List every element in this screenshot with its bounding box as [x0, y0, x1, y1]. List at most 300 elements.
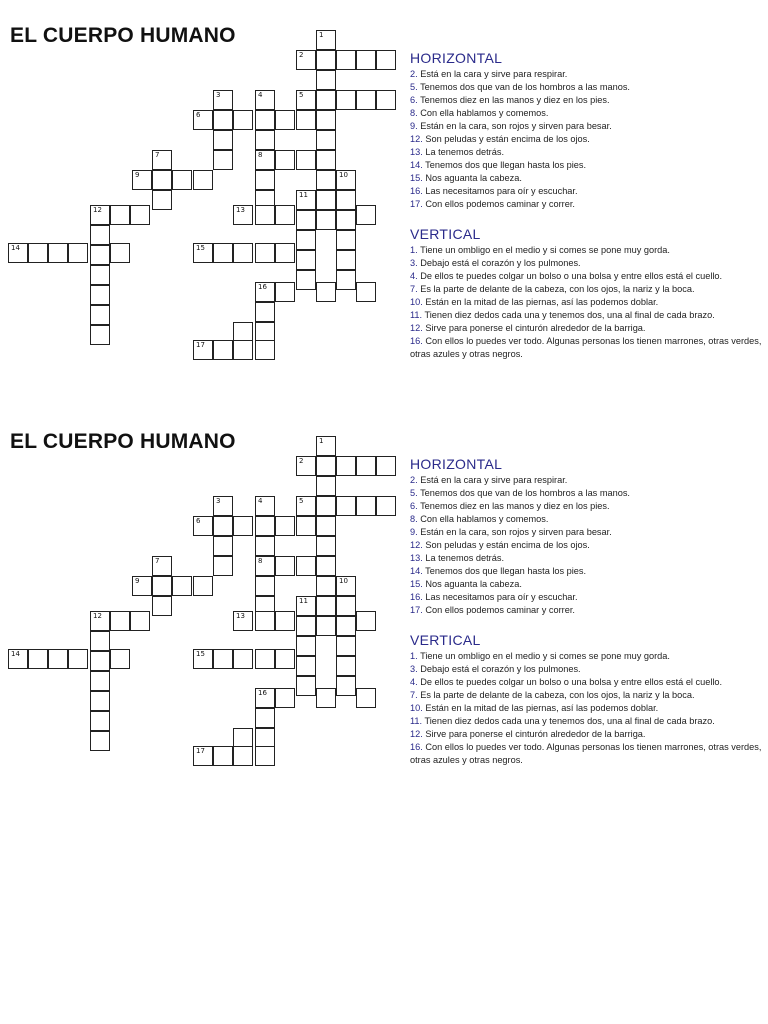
crossword-cell[interactable]: [356, 50, 376, 70]
vertical-clue: [410, 650, 766, 663]
crossword-cell[interactable]: [316, 210, 336, 230]
vertical-clues: [410, 650, 766, 767]
horizontal-clue: [410, 68, 766, 81]
crossword-cell[interactable]: [28, 243, 48, 263]
crossword-cell[interactable]: [296, 250, 316, 270]
crossword-sheet-1: [0, 0, 768, 405]
cell-number: 16: [258, 283, 267, 291]
crossword-cell[interactable]: [90, 225, 110, 245]
horizontal-clue: [410, 185, 766, 198]
crossword-cell[interactable]: [275, 688, 295, 708]
horizontal-clue: [410, 94, 766, 107]
cell-number: 12: [93, 206, 102, 214]
crossword-cell[interactable]: [336, 576, 356, 596]
crossword-cell[interactable]: [316, 456, 336, 476]
crossword-cell[interactable]: [90, 691, 110, 711]
crossword-cell[interactable]: [316, 70, 336, 90]
crossword-cell[interactable]: [316, 596, 336, 616]
cell-number: 4: [258, 91, 263, 99]
clue-list: [410, 48, 766, 361]
clue-number: 16.: [410, 336, 423, 346]
crossword-cell[interactable]: [255, 576, 275, 596]
crossword-cell[interactable]: [110, 611, 130, 631]
vertical-heading: VERTICAL: [410, 226, 481, 242]
cell-number: 11: [299, 191, 308, 199]
crossword-cell[interactable]: [110, 649, 130, 669]
clue-text: Nos aguanta la cabeza.: [425, 579, 522, 589]
crossword-cell[interactable]: [316, 30, 336, 50]
clue-number: 4.: [410, 677, 418, 687]
crossword-cell[interactable]: [316, 616, 336, 636]
clue-text: Debajo está el corazón y los pulmones.: [420, 664, 581, 674]
clue-number: 8.: [410, 514, 418, 524]
crossword-cell[interactable]: [275, 611, 295, 631]
horizontal-clue: [410, 565, 766, 578]
crossword-cell[interactable]: [255, 90, 275, 110]
crossword-cell[interactable]: [90, 245, 110, 265]
crossword-cell[interactable]: [356, 205, 376, 225]
clue-number: 7.: [410, 284, 418, 294]
crossword-cell[interactable]: [193, 243, 213, 263]
cell-number: 3: [216, 497, 221, 505]
crossword-cell[interactable]: [255, 205, 275, 225]
cell-number: 3: [216, 91, 221, 99]
clue-list: [410, 454, 766, 767]
crossword-cell[interactable]: [356, 456, 376, 476]
horizontal-clue: [410, 500, 766, 513]
crossword-cell[interactable]: [336, 210, 356, 230]
crossword-cell[interactable]: [296, 676, 316, 696]
vertical-clue: [410, 728, 766, 741]
crossword-cell[interactable]: [275, 110, 295, 130]
crossword-cell[interactable]: [275, 150, 295, 170]
cell-number: 7: [155, 557, 160, 565]
clue-number: 2.: [410, 69, 418, 79]
clue-number: 1.: [410, 651, 418, 661]
crossword-cell[interactable]: [90, 611, 110, 631]
crossword-cell[interactable]: [130, 611, 150, 631]
crossword-cell[interactable]: [233, 110, 253, 130]
clue-text: Sirve para ponerse el cinturón alrededor de la barriga.: [425, 729, 646, 739]
crossword-cell[interactable]: [213, 90, 233, 110]
crossword-cell[interactable]: [275, 649, 295, 669]
crossword-cell[interactable]: [255, 516, 275, 536]
crossword-cell[interactable]: [90, 285, 110, 305]
crossword-cell[interactable]: [296, 230, 316, 250]
cell-number: 10: [339, 171, 348, 179]
crossword-cell[interactable]: [213, 340, 233, 360]
horizontal-clue: [410, 198, 766, 211]
crossword-cell[interactable]: [152, 556, 172, 576]
crossword-cell[interactable]: [90, 325, 110, 345]
clue-text: Con ellos podemos caminar y correr.: [425, 605, 575, 615]
crossword-cell[interactable]: [336, 456, 356, 476]
crossword-cell[interactable]: [213, 516, 233, 536]
clue-text: Tenemos dos que van de los hombros a las manos.: [420, 488, 630, 498]
vertical-clue: [410, 676, 766, 689]
crossword-cell[interactable]: [316, 110, 336, 130]
crossword-cell[interactable]: [336, 50, 356, 70]
crossword-cell[interactable]: [255, 728, 275, 748]
crossword-cell[interactable]: [90, 205, 110, 225]
crossword-cell[interactable]: [193, 746, 213, 766]
crossword-cell[interactable]: [233, 205, 253, 225]
horizontal-clue: [410, 474, 766, 487]
crossword-cell[interactable]: [172, 576, 192, 596]
crossword-cell[interactable]: [336, 496, 356, 516]
clue-text: Está en la cara y sirve para respirar.: [420, 69, 568, 79]
cell-number: 14: [11, 650, 20, 658]
clue-number: 5.: [410, 488, 418, 498]
clue-number: 7.: [410, 690, 418, 700]
vertical-clue: [410, 309, 766, 322]
crossword-grid: [0, 0, 410, 380]
crossword-cell[interactable]: [90, 731, 110, 751]
crossword-cell[interactable]: [356, 282, 376, 302]
crossword-cell[interactable]: [316, 476, 336, 496]
crossword-cell[interactable]: [255, 708, 275, 728]
crossword-cell[interactable]: [316, 170, 336, 190]
crossword-cell[interactable]: [296, 516, 316, 536]
horizontal-clues: [410, 474, 766, 617]
crossword-cell[interactable]: [8, 243, 28, 263]
vertical-clue: [410, 322, 766, 335]
clue-text: Tenemos diez en las manos y diez en los pies.: [420, 501, 610, 511]
crossword-cell[interactable]: [193, 110, 213, 130]
crossword-cell[interactable]: [255, 243, 275, 263]
crossword-sheet-2: [0, 406, 768, 811]
crossword-cell[interactable]: [255, 110, 275, 130]
cell-number: 6: [196, 111, 201, 119]
vertical-clue: [410, 689, 766, 702]
crossword-cell[interactable]: [356, 496, 376, 516]
clue-text: Tienen diez dedos cada una y tenemos dos, una al final de cada brazo.: [424, 716, 715, 726]
cell-number: 6: [196, 517, 201, 525]
crossword-cell[interactable]: [90, 671, 110, 691]
crossword-cell[interactable]: [316, 436, 336, 456]
crossword-cell[interactable]: [255, 556, 275, 576]
crossword-cell[interactable]: [316, 190, 336, 210]
clue-text: Tenemos dos que llegan hasta los pies.: [425, 566, 587, 576]
crossword-cell[interactable]: [132, 576, 152, 596]
crossword-cell[interactable]: [255, 150, 275, 170]
crossword-cell[interactable]: [233, 746, 253, 766]
clue-text: La tenemos detrás.: [425, 147, 504, 157]
crossword-cell[interactable]: [48, 243, 68, 263]
crossword-cell[interactable]: [275, 516, 295, 536]
clue-number: 11.: [410, 716, 423, 726]
crossword-cell[interactable]: [255, 322, 275, 342]
crossword-cell[interactable]: [296, 210, 316, 230]
clue-number: 12.: [410, 540, 423, 550]
clue-text: Son peludas y están encima de los ojos.: [425, 134, 590, 144]
crossword-cell[interactable]: [90, 651, 110, 671]
crossword-cell[interactable]: [356, 611, 376, 631]
vertical-clue: [410, 741, 764, 767]
crossword-cell[interactable]: [152, 596, 172, 616]
crossword-cell[interactable]: [213, 556, 233, 576]
crossword-cell[interactable]: [233, 611, 253, 631]
crossword-cell[interactable]: [110, 205, 130, 225]
crossword-cell[interactable]: [376, 496, 396, 516]
crossword-cell[interactable]: [275, 243, 295, 263]
horizontal-heading: HORIZONTAL: [410, 456, 503, 472]
horizontal-clue: [410, 146, 766, 159]
crossword-cell[interactable]: [336, 90, 356, 110]
crossword-cell[interactable]: [213, 130, 233, 150]
crossword-cell[interactable]: [316, 150, 336, 170]
crossword-cell[interactable]: [233, 340, 253, 360]
crossword-cell[interactable]: [296, 596, 316, 616]
sheet-title: EL CUERPO HUMANO: [10, 24, 236, 47]
cell-number: 1: [319, 31, 324, 39]
horizontal-clue: [410, 107, 766, 120]
vertical-clue: [410, 663, 766, 676]
clue-number: 17.: [410, 199, 423, 209]
horizontal-clue: [410, 159, 766, 172]
crossword-cell[interactable]: [90, 711, 110, 731]
clue-text: Las necesitamos para oír y escuchar.: [425, 592, 578, 602]
crossword-cell[interactable]: [336, 616, 356, 636]
cell-number: 14: [11, 244, 20, 252]
horizontal-clue: [410, 513, 766, 526]
crossword-cell[interactable]: [356, 688, 376, 708]
horizontal-clue: [410, 172, 766, 185]
crossword-cell[interactable]: [48, 649, 68, 669]
crossword-cell[interactable]: [296, 496, 316, 516]
crossword-cell[interactable]: [28, 649, 48, 669]
clue-text: Son peludas y están encima de los ojos.: [425, 540, 590, 550]
clue-number: 16.: [410, 592, 423, 602]
horizontal-heading: HORIZONTAL: [410, 50, 503, 66]
crossword-cell[interactable]: [336, 676, 356, 696]
crossword-cell[interactable]: [152, 576, 172, 596]
cell-number: 4: [258, 497, 263, 505]
vertical-clue: [410, 283, 766, 296]
horizontal-clues: [410, 68, 766, 211]
clue-number: 10.: [410, 703, 423, 713]
crossword-cell[interactable]: [336, 596, 356, 616]
clue-text: Tiene un ombligo en el medio y si comes se pone muy gorda.: [420, 651, 670, 661]
crossword-cell[interactable]: [376, 50, 396, 70]
clue-text: Las necesitamos para oír y escuchar.: [425, 186, 578, 196]
crossword-cell[interactable]: [193, 649, 213, 669]
crossword-cell[interactable]: [255, 282, 275, 302]
cell-number: 2: [299, 51, 304, 59]
crossword-cell[interactable]: [213, 243, 233, 263]
clue-number: 9.: [410, 527, 418, 537]
crossword-cell[interactable]: [316, 50, 336, 70]
horizontal-clue: [410, 578, 766, 591]
crossword-cell[interactable]: [376, 456, 396, 476]
crossword-cell[interactable]: [336, 190, 356, 210]
crossword-cell[interactable]: [193, 170, 213, 190]
crossword-cell[interactable]: [110, 243, 130, 263]
clue-number: 13.: [410, 553, 423, 563]
crossword-cell[interactable]: [336, 270, 356, 290]
crossword-cell[interactable]: [255, 536, 275, 556]
crossword-cell[interactable]: [193, 340, 213, 360]
crossword-grid: [0, 406, 410, 786]
cell-number: 7: [155, 151, 160, 159]
crossword-cell[interactable]: [296, 656, 316, 676]
cell-number: 17: [196, 341, 205, 349]
crossword-cell[interactable]: [316, 576, 336, 596]
clue-text: Están en la cara, son rojos y sirven para besar.: [420, 527, 612, 537]
clue-text: De ellos te puedes colgar un bolso o una bolsa y entre ellos está el cuello.: [420, 271, 723, 281]
clue-number: 12.: [410, 729, 423, 739]
crossword-cell[interactable]: [376, 90, 396, 110]
crossword-cell[interactable]: [296, 110, 316, 130]
crossword-cell[interactable]: [296, 190, 316, 210]
crossword-cell[interactable]: [316, 556, 336, 576]
clue-text: Tiene un ombligo en el medio y si comes se pone muy gorda.: [420, 245, 670, 255]
crossword-cell[interactable]: [255, 688, 275, 708]
crossword-cell[interactable]: [296, 616, 316, 636]
crossword-cell[interactable]: [233, 322, 253, 342]
clue-number: 12.: [410, 323, 423, 333]
crossword-cell[interactable]: [213, 746, 233, 766]
crossword-cell[interactable]: [90, 265, 110, 285]
crossword-cell[interactable]: [296, 456, 316, 476]
crossword-cell[interactable]: [296, 90, 316, 110]
crossword-cell[interactable]: [316, 130, 336, 150]
horizontal-clue: [410, 591, 766, 604]
crossword-cell[interactable]: [296, 150, 316, 170]
crossword-cell[interactable]: [68, 649, 88, 669]
clue-text: De ellos te puedes colgar un bolso o una bolsa y entre ellos está el cuello.: [420, 677, 723, 687]
crossword-cell[interactable]: [172, 170, 192, 190]
horizontal-clue: [410, 539, 766, 552]
crossword-cell[interactable]: [152, 170, 172, 190]
crossword-cell[interactable]: [336, 230, 356, 250]
crossword-cell[interactable]: [296, 270, 316, 290]
crossword-cell[interactable]: [213, 649, 233, 669]
clue-number: 16.: [410, 742, 423, 752]
crossword-cell[interactable]: [8, 649, 28, 669]
clue-number: 3.: [410, 258, 418, 268]
clue-text: Con ella hablamos y comemos.: [420, 514, 549, 524]
cell-number: 15: [196, 244, 205, 252]
crossword-cell[interactable]: [316, 516, 336, 536]
clue-text: Tenemos dos que van de los hombros a las manos.: [420, 82, 630, 92]
crossword-cell[interactable]: [336, 636, 356, 656]
clue-text: Sirve para ponerse el cinturón alrededor de la barriga.: [425, 323, 646, 333]
clue-text: Está en la cara y sirve para respirar.: [420, 475, 568, 485]
crossword-cell[interactable]: [90, 631, 110, 651]
clue-text: Tenemos diez en las manos y diez en los pies.: [420, 95, 610, 105]
crossword-cell[interactable]: [296, 50, 316, 70]
cell-number: 10: [339, 577, 348, 585]
vertical-clue: [410, 296, 766, 309]
cell-number: 15: [196, 650, 205, 658]
clue-number: 14.: [410, 160, 423, 170]
clue-text: Están en la mitad de las piernas, así las podemos doblar.: [425, 297, 659, 307]
crossword-cell[interactable]: [316, 688, 336, 708]
clue-number: 4.: [410, 271, 418, 281]
crossword-cell[interactable]: [132, 170, 152, 190]
crossword-cell[interactable]: [255, 340, 275, 360]
clue-number: 3.: [410, 664, 418, 674]
crossword-cell[interactable]: [316, 496, 336, 516]
crossword-cell[interactable]: [356, 90, 376, 110]
crossword-cell[interactable]: [233, 649, 253, 669]
crossword-cell[interactable]: [152, 150, 172, 170]
crossword-cell[interactable]: [130, 205, 150, 225]
cell-number: 2: [299, 457, 304, 465]
crossword-cell[interactable]: [233, 728, 253, 748]
crossword-cell[interactable]: [255, 496, 275, 516]
vertical-clues: [410, 244, 766, 361]
cell-number: 5: [299, 91, 304, 99]
clue-text: Es la parte de delante de la cabeza, con los ojos, la nariz y la boca.: [420, 284, 695, 294]
clue-number: 10.: [410, 297, 423, 307]
clue-number: 11.: [410, 310, 423, 320]
horizontal-clue: [410, 526, 766, 539]
cell-number: 8: [258, 557, 263, 565]
crossword-cell[interactable]: [255, 746, 275, 766]
vertical-clue: [410, 702, 766, 715]
crossword-cell[interactable]: [255, 611, 275, 631]
clue-number: 8.: [410, 108, 418, 118]
clue-number: 1.: [410, 245, 418, 255]
crossword-cell[interactable]: [68, 243, 88, 263]
crossword-cell[interactable]: [233, 243, 253, 263]
crossword-cell[interactable]: [213, 150, 233, 170]
vertical-clue: [410, 257, 766, 270]
clue-number: 12.: [410, 134, 423, 144]
crossword-cell[interactable]: [255, 302, 275, 322]
crossword-cell[interactable]: [152, 190, 172, 210]
clue-number: 5.: [410, 82, 418, 92]
crossword-cell[interactable]: [275, 282, 295, 302]
clue-number: 2.: [410, 475, 418, 485]
horizontal-clue: [410, 133, 766, 146]
crossword-cell[interactable]: [233, 516, 253, 536]
crossword-cell[interactable]: [316, 90, 336, 110]
crossword-cell[interactable]: [255, 170, 275, 190]
clue-text: Con ellos lo puedes ver todo. Algunas personas los tienen marrones, otras verdes, otras azules y otras negros.: [410, 742, 762, 765]
vertical-clue: [410, 715, 766, 728]
horizontal-clue: [410, 120, 766, 133]
crossword-cell[interactable]: [193, 516, 213, 536]
cell-number: 9: [135, 577, 140, 585]
crossword-cell[interactable]: [213, 536, 233, 556]
crossword-cell[interactable]: [213, 110, 233, 130]
crossword-cell[interactable]: [275, 205, 295, 225]
clue-text: Están en la cara, son rojos y sirven para besar.: [420, 121, 612, 131]
crossword-cell[interactable]: [255, 649, 275, 669]
crossword-cell[interactable]: [90, 305, 110, 325]
crossword-cell[interactable]: [316, 282, 336, 302]
clue-number: 13.: [410, 147, 423, 157]
clue-number: 16.: [410, 186, 423, 196]
cell-number: 9: [135, 171, 140, 179]
crossword-cell[interactable]: [336, 170, 356, 190]
crossword-cell[interactable]: [193, 576, 213, 596]
crossword-cell[interactable]: [296, 556, 316, 576]
vertical-clue: [410, 335, 764, 361]
crossword-cell[interactable]: [336, 656, 356, 676]
crossword-cell[interactable]: [255, 130, 275, 150]
clue-text: Debajo está el corazón y los pulmones.: [420, 258, 581, 268]
crossword-cell[interactable]: [316, 536, 336, 556]
crossword-cell[interactable]: [213, 496, 233, 516]
crossword-cell[interactable]: [296, 636, 316, 656]
horizontal-clue: [410, 552, 766, 565]
crossword-cell[interactable]: [275, 556, 295, 576]
crossword-cell[interactable]: [336, 250, 356, 270]
